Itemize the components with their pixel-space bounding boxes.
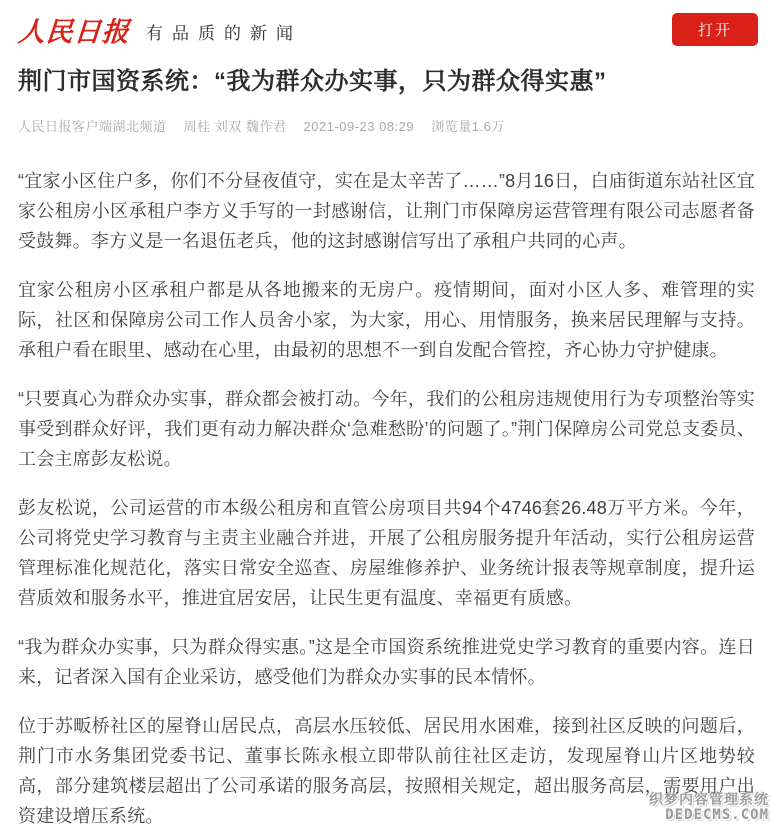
peoples-daily-logo[interactable]: 人民日报 (16, 16, 131, 48)
meta-view-count: 浏览量1.6万 (431, 119, 505, 134)
brand-tagline: 有品质的新闻 (146, 23, 302, 43)
header (0, 0, 772, 46)
paragraph-1: “宜家小区住户多，你们不分昼夜值守，实在是太辛苦了……”8月16日，白庙街道东站社区宜家公租房小区承租户李方义手写的一封感谢信，让荆门市保障房运营管理有限公司志愿者备受鼓舞。李方义是一名退伍老兵，他的这封感谢信写出了承租户共同的心声。 (18, 171, 755, 251)
meta-authors: 周桂 刘双 魏作君 (183, 119, 287, 134)
cms-watermark (649, 791, 769, 823)
meta-source: 人民日报客户端湖北频道 (18, 119, 167, 134)
open-app-button[interactable]: 打开 (672, 13, 758, 46)
watermark-line-en: DEDECMS.COM (665, 807, 769, 823)
watermark-line-cn: 织梦内容管理系统 (649, 791, 769, 807)
paragraph-5: “我为群众办实事，只为群众得实惠。”这是全市国资系统推进党史学习教育的重要内容。连日来，记者深入国有企业采访，感受他们为群众办实事的民本情怀。 (18, 637, 755, 687)
paragraph-2: 宜家公租房小区承租户都是从各地搬来的无房户。疫情期间，面对小区人多、难管理的实际，社区和保障房公司工作人员舍小家，为大家，用心、用情服务，换来居民理解与支持。承租户看在眼里、感动在心里，由最初的思想不一到自发配合管控，齐心协力守护健康。 (18, 280, 755, 360)
paragraph-3: “只要真心为群众办实事，群众都会被打动。今年，我们的公租房违规使用行为专项整治等实事受到群众好评，我们更有动力解决群众‘急难愁盼’的问题了。”荆门保障房公司党总支委员、工会主席彭友松说。 (18, 389, 755, 469)
article-title: 荆门市国资系统：“我为群众办实事，只为群众得实惠” (18, 68, 607, 95)
article-meta (18, 116, 754, 135)
paragraph-6: 位于苏畈桥社区的屋脊山居民点，高层水压较低、居民用水困难，接到社区反映的问题后，荆门市水务集团党委书记、董事长陈永根立即带队前往社区走访，发现屋脊山片区地势较高，部分建筑楼层超出了公司承诺的服务高层，按照相关规定，超出服务高层，需要用户出资建设增压系统。 (18, 716, 755, 826)
article-body (18, 166, 755, 831)
paragraph-4: 彭友松说，公司运营的市本级公租房和直管公房项目共94个4746套26.48万平方米。今年，公司将党史学习教育与主责主业融合并进，开展了公租房服务提升年活动，实行公租房运营管理标准化规范化，落实日常安全巡查、房屋维修养护、业务统计报表等规章制度，提升运营质效和服务水平，推进宜居安居，让民生更有温度、幸福更有质感。 (18, 498, 755, 608)
meta-datetime: 2021-09-23 08:29 (303, 119, 415, 134)
